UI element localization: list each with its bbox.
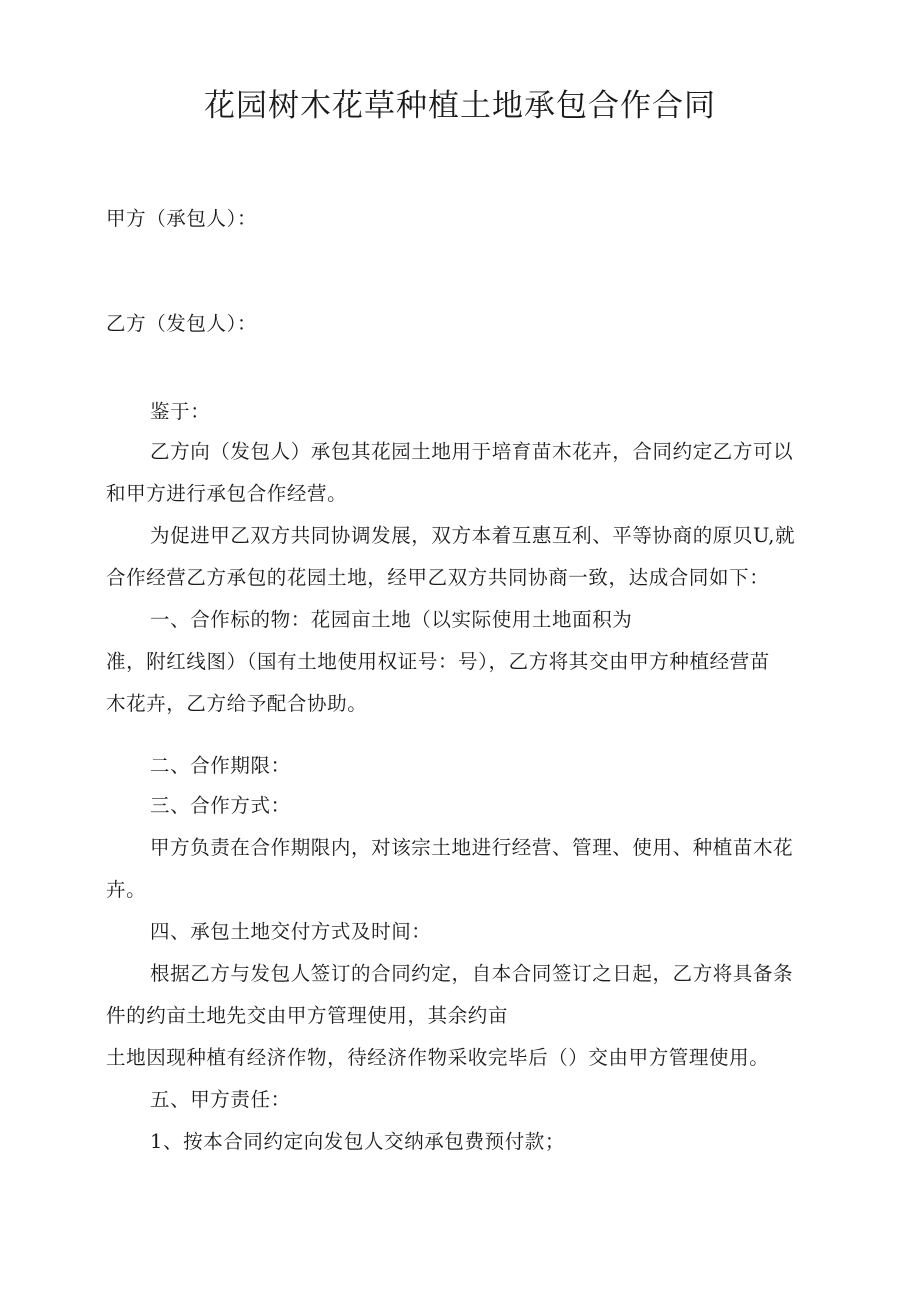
section-1-line-2: 准，附红线图）（国有土地使用权证号：号），乙方将其交由甲方种植经营苗	[106, 650, 770, 673]
section-3-line-1: 甲方负责在合作期限内，对该宗土地进行经营、管理、使用、种植苗木花	[150, 836, 794, 859]
section-4-line-2: 件的约亩土地先交由甲方管理使用，其余约亩	[106, 1004, 509, 1027]
section-3-heading: 三、合作方式：	[150, 794, 291, 817]
section-5-heading: 五、甲方责任：	[150, 1088, 291, 1111]
body-line-3: 为促进甲乙双方共同协调发展，双方本着互惠互利、平等协商的原贝U,就	[150, 524, 796, 547]
body-line-4: 合作经营乙方承包的花园土地，经甲乙双方共同协商一致，达成合同如下：	[106, 566, 770, 589]
whereas-label: 鉴于：	[150, 400, 211, 423]
section-1-line-3: 木花卉，乙方给予配合协助。	[106, 692, 368, 715]
section-1-heading: 一、合作标的物：花园亩土地（以实际使用土地面积为	[150, 608, 633, 631]
section-4-heading: 四、承包土地交付方式及时间：	[150, 920, 432, 943]
page-title: 花园树木花草种植土地承包合作合同	[204, 88, 716, 124]
section-4-line-1: 根据乙方与发包人签订的合同约定，自本合同签订之日起，乙方将具备条	[150, 962, 794, 985]
body-line-1: 乙方向（发包人）承包其花园土地用于培育苗木花卉，合同约定乙方可以	[150, 440, 794, 463]
section-4-line-3: 土地因现种植有经济作物，待经济作物采收完毕后（）交由甲方管理使用。	[106, 1046, 770, 1069]
section-5-item-1: 1、按本合同约定向发包人交纳承包费预付款；	[150, 1130, 566, 1153]
section-2-heading: 二、合作期限：	[150, 754, 291, 777]
body-line-2: 和甲方进行承包合作经营。	[106, 482, 348, 505]
party-b-label: 乙方（发包人）：	[106, 312, 258, 335]
party-a-label: 甲方（承包人）：	[106, 207, 258, 230]
section-3-line-2: 卉。	[106, 878, 147, 901]
